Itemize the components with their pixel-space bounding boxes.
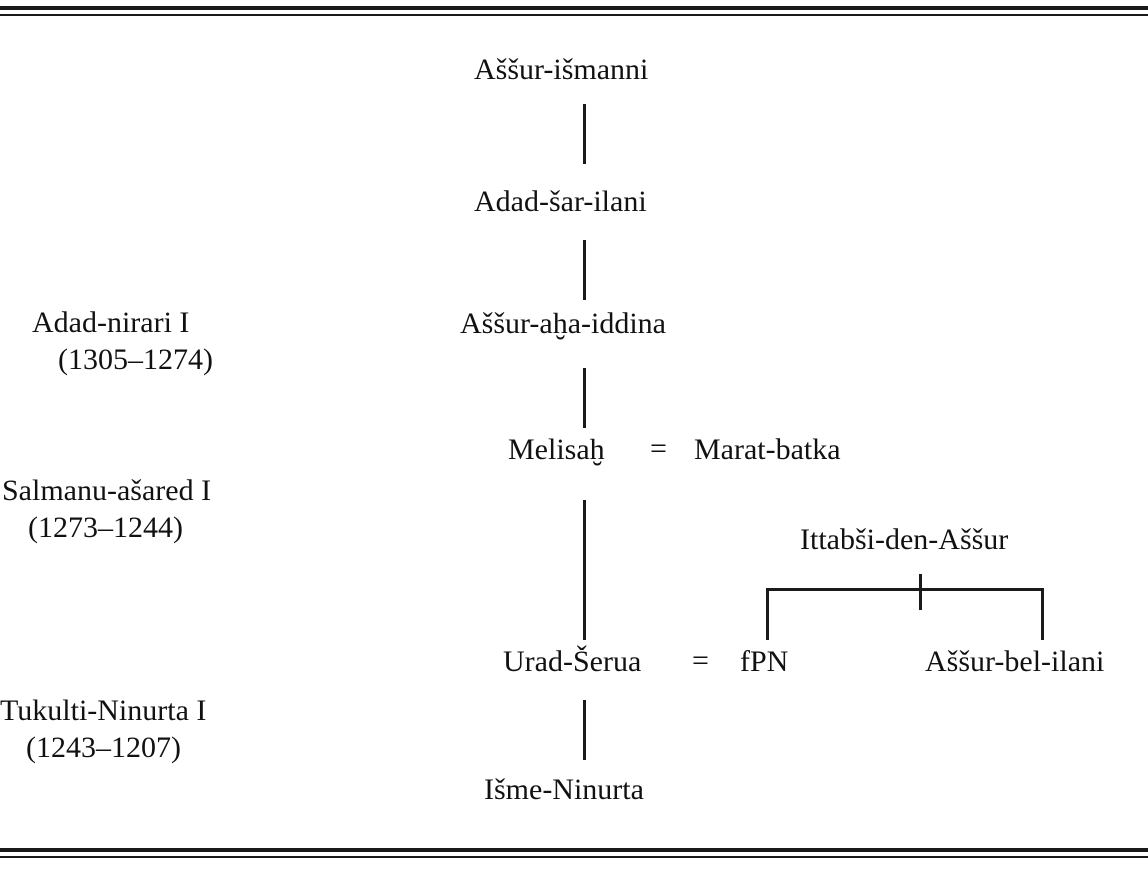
connector-ittabsi-children-bar — [766, 588, 1044, 591]
marriage-symbol-melisah: = — [650, 432, 667, 465]
node-assur-bel-ilani: Aššur-bel-ilani — [925, 645, 1105, 678]
side-label-tukulti-ninurta-i — [0, 693, 206, 766]
connector-ittabsi-to-assur-bel-ilani — [1041, 588, 1044, 640]
bottom-rule-thin — [0, 856, 1148, 858]
node-urad-serua: Urad-Šerua — [503, 645, 642, 678]
side-label-adad-nirari-i — [32, 305, 213, 378]
node-ittabsi-den-assur: Ittabši-den-Aššur — [800, 523, 1009, 556]
marriage-symbol-urad-serua: = — [692, 644, 709, 677]
connector-urad-serua-to-isme-ninurta — [583, 700, 586, 760]
bottom-rule-thick — [0, 848, 1148, 852]
node-adad-sar-ilani: Adad-šar-ilani — [474, 185, 647, 218]
side-label-name: Salmanu-ašared I — [2, 474, 212, 507]
side-label-salmanu-asared-i — [2, 473, 211, 546]
side-label-dates: (1273–1244) — [28, 510, 183, 544]
node-melisah: Melisaḫ — [508, 433, 605, 466]
top-rule-thick — [0, 6, 1148, 10]
node-marat-batka: Marat-batka — [694, 433, 841, 466]
top-rule-thin — [0, 14, 1148, 16]
node-isme-ninurta: Išme-Ninurta — [484, 773, 644, 806]
node-assur-aha-iddina: Aššur-aḫa-iddina — [460, 307, 667, 340]
side-label-name: Tukulti-Ninurta I — [0, 694, 207, 727]
connector-assur-aha-iddina-to-melisah — [583, 368, 586, 428]
node-assur-ismanni: Aššur-išmanni — [474, 53, 649, 86]
side-label-name: Adad-nirari I — [32, 306, 190, 339]
connector-ittabsi-den-assur-stem — [919, 574, 922, 610]
connector-ittabsi-to-fpn — [766, 588, 769, 640]
side-label-dates: (1305–1274) — [58, 342, 213, 376]
side-label-dates: (1243–1207) — [26, 730, 181, 764]
connector-assur-ismanni-to-adad-sar-ilani — [583, 104, 586, 164]
connector-melisah-to-urad-serua — [583, 500, 586, 640]
connector-adad-sar-ilani-to-assur-aha-iddina — [583, 240, 586, 300]
node-fpn: fPN — [740, 645, 789, 678]
